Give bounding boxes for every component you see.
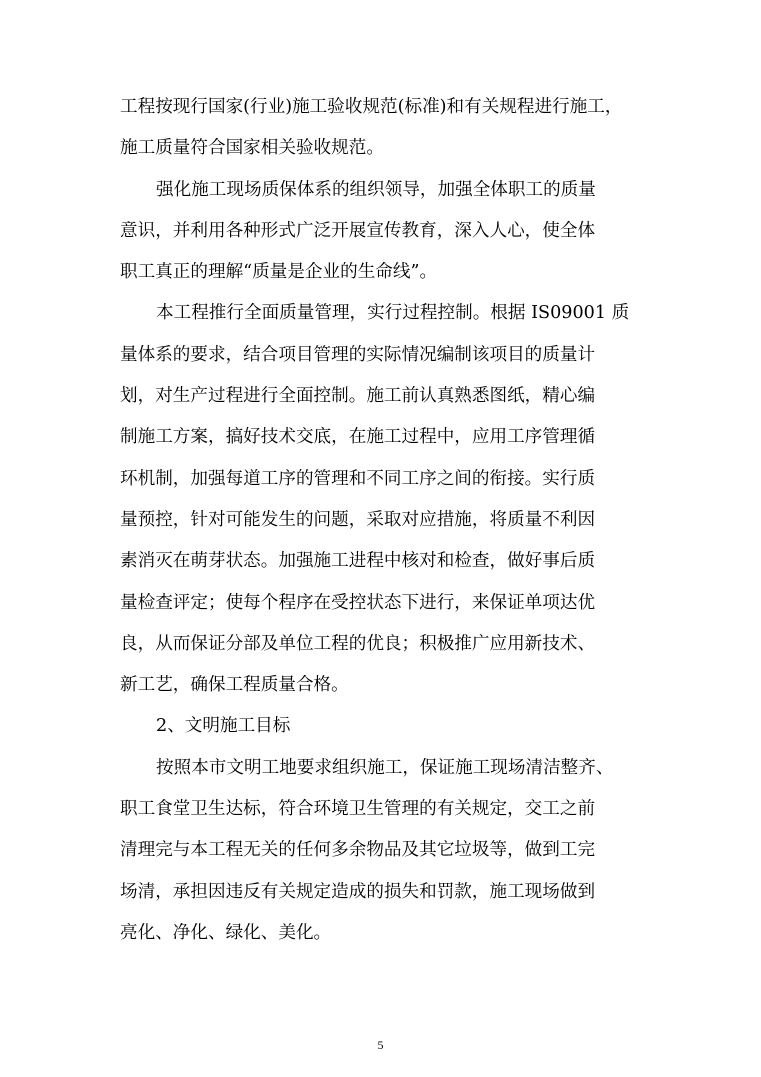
text-line: 职工真正的理解“质量是企业的生命线”。 [120, 262, 438, 283]
page-number: 5 [377, 1038, 384, 1052]
text-line: 亮化、净化、绿化、美化。 [120, 922, 332, 943]
text-line: 按照本市文明工地要求组织施工，保证施工现场清洁整齐、 [156, 757, 614, 778]
text-line: 良，从而保证分部及单位工程的优良；积极推广应用新技术、 [120, 633, 596, 654]
text-line: 划，对生产过程进行全面控制。施工前认真熟悉图纸，精心编 [120, 386, 596, 407]
text-line: 施工质量符合国家相关验收规范。 [120, 138, 384, 159]
text-line: 本工程推行全面质量管理，实行过程控制。根据 IS09001 质 [156, 303, 630, 324]
text-line: 工程按现行国家(行业)施工验收规范(标准)和有关规程进行施工， [120, 97, 623, 117]
text-line: 新工艺，确保工程质量合格。 [120, 675, 349, 696]
text-line: 素消灭在萌芽状态。加强施工进程中核对和检查，做好事后质 [120, 551, 596, 572]
text-line: 量体系的要求，结合项目管理的实际情况编制该项目的质量计 [120, 344, 596, 365]
text-line: 2、文明施工目标 [156, 716, 291, 737]
text-line: 职工食堂卫生达标，符合环境卫生管理的有关规定，交工之前 [120, 799, 596, 820]
text-line: 量预控，针对可能发生的问题，采取对应措施，将质量不利因 [120, 509, 596, 530]
text-line: 清理完与本工程无关的任何多余物品及其它垃圾等，做到工完 [120, 840, 596, 861]
body-text [120, 87, 640, 954]
text-line: 意识，并利用各种形式广泛开展宣传教育，深入人心，使全体 [120, 220, 596, 241]
text-line: 制施工方案，搞好技术交底，在施工过程中，应用工序管理循 [120, 427, 596, 448]
text-line: 强化施工现场质保体系的组织领导，加强全体职工的质量 [156, 179, 596, 200]
text-line: 环机制，加强每道工序的管理和不同工序之间的衔接。实行质 [120, 468, 596, 489]
text-line: 量检查评定；使每个程序在受控状态下进行，来保证单项达优 [120, 592, 596, 613]
text-line: 场清，承担因违反有关规定造成的损失和罚款，施工现场做到 [120, 881, 596, 902]
